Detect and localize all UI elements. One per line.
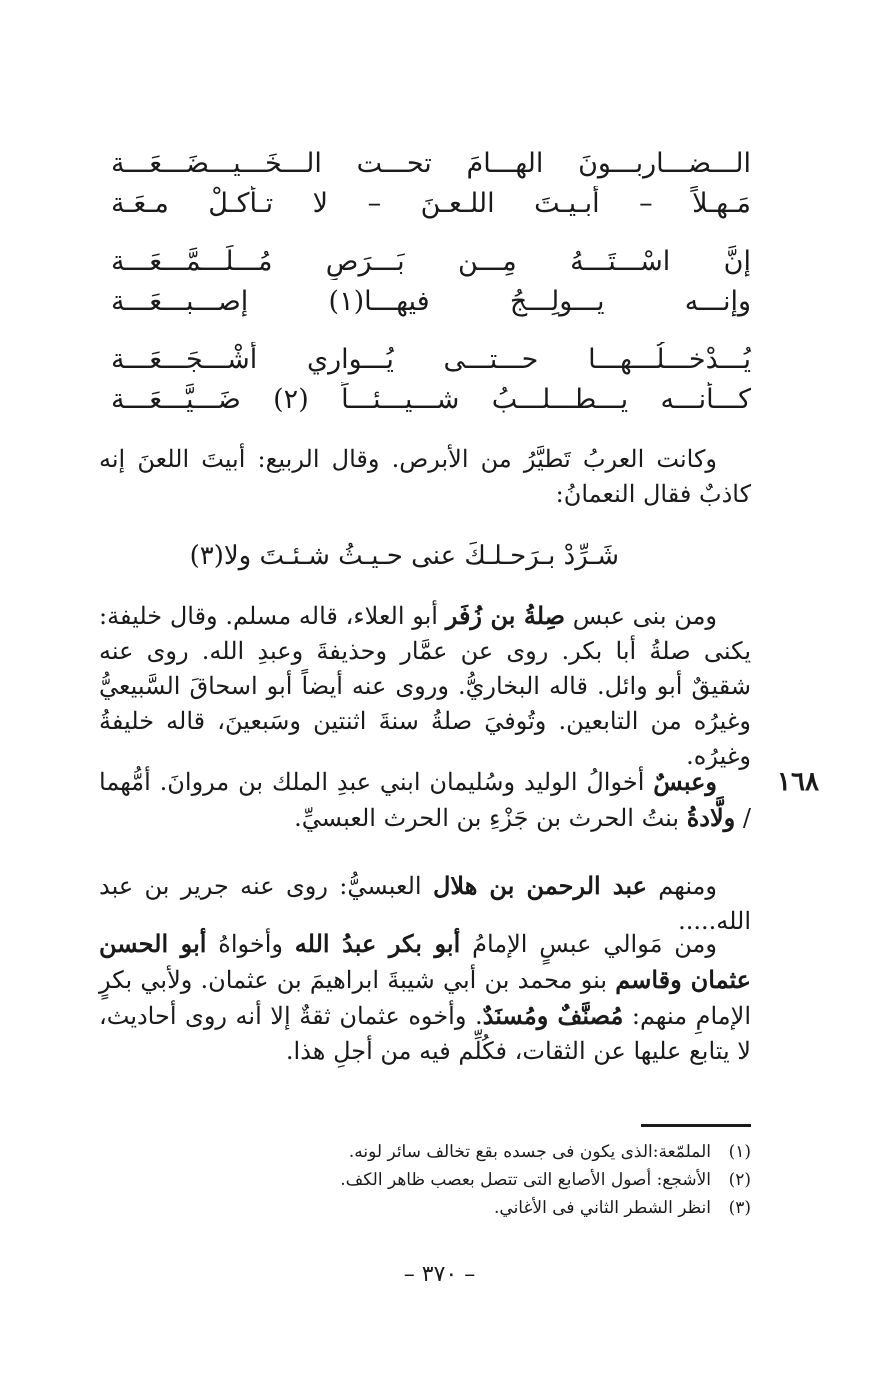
centered-verse: شَـرِّدْ بـرَحـلـكَ عنى حـيـثُ شـئـتَ ولا(٣) <box>189 541 619 571</box>
footnote-2 <box>151 1166 751 1194</box>
footnote-1 <box>151 1138 751 1166</box>
verse-line-3: إنَّ اسْـــتَـــهُ مِـــن بَـــرَصٍ مُـــلَـــمَّـــعَـــة <box>111 246 751 277</box>
paragraph-2-rest: أبو العلاء، قاله مسلم. وقال خليفة: يكنى صلةُ أبا بكر. روى عن عمَّار وحذيفةَ وعبدِ الله. روى عنه شقيقٌ أبو وائل. قاله البخاريُّ. وروى عنه أيضاً أبو اسحاقَ السَّبيعيُّ وغيرُه من التابعين. وتُوفيَ صلةُ سنةَ اثنتين وسَبعينَ، قاله خليفةُ وغيرُه. <box>99 602 751 770</box>
footnote-text: الأشجع: أصول الأصابع التى تتصل بعصب ظاهر الكف. <box>340 1170 711 1190</box>
paragraph-5-intro: ومن مَوالي عبسٍ الإمامُ <box>460 930 717 958</box>
paragraph-5-rest2: . وأخوه عثمان ثقةٌ إلا أنه روى أحاديث، لا يتابع عليها عن الثقات، فكُلِّم فيه من أجلِ هذا. <box>99 1002 751 1065</box>
paragraph-3-name2: ولَّادةُ <box>686 803 736 832</box>
page-number: – ٣٧٠ – <box>403 1262 476 1287</box>
paragraph-5-name: أبو بكر عبدُ الله <box>294 929 461 958</box>
paragraph-3-rest2: بنتُ الحرث بن جَزْءِ بن الحرث العبسيِّ. <box>294 804 687 832</box>
margin-number: ١٦٨ <box>777 767 819 797</box>
paragraph-2-name: صِلةُ بن زُفَر <box>445 601 566 630</box>
paragraph-5-rest: بنو محمد بن أبي شيبةَ ابراهيمَ بن عثمان. ولأبي بكرٍ الإمامِ منهم: <box>99 966 751 1030</box>
footnote-divider <box>641 1124 751 1127</box>
paragraph-5-name3: مُصنَّفٌ ومُسنَدٌ <box>482 1001 624 1030</box>
paragraph-5 <box>99 926 751 1069</box>
paragraph-4-intro: ومنهم <box>646 872 717 900</box>
footnote-number: (٢) <box>728 1170 751 1190</box>
verse-line-4: وإنـــه يـــولِـــجُ فيهـــا(١) إصـــبـــعَـــة <box>111 286 751 317</box>
paragraph-2-intro: ومن بنى عبس <box>565 602 718 630</box>
paragraph-3-rest1: أخوالُ الوليد وسُليمان ابني عبدِ الملك بن مروانَ. أمُّهما / <box>99 768 751 832</box>
footnote-text: الملمّعة:الذى يكون فى جسده بقع تخالف سائر لونه. <box>348 1142 711 1162</box>
paragraph-5-mid: وأخواهُ <box>206 930 295 958</box>
paragraph-4-rest: العبسيُّ: روى عنه جرير بن عبد الله..... <box>99 872 751 935</box>
paragraph-3 <box>99 764 751 836</box>
footnote-number: (١) <box>728 1142 751 1162</box>
footnote-text: انظر الشطر الثاني فى الأغاني. <box>494 1198 711 1218</box>
verse-line-2: مَـهـلاً – أبـيـتَ اللـعـنَ – لا تـأكـلْ مـعَـة <box>111 188 751 219</box>
footnote-number: (٣) <box>728 1198 751 1218</box>
paragraph-2 <box>99 598 751 774</box>
paragraph-4-name: عبد الرحمن بن هلال <box>432 871 647 900</box>
verse-line-1: الـــضـــاربـــونَ الهـــامَ تحـــت الـــخَـــيـــضَـــعَـــة <box>111 148 751 179</box>
paragraph-5-name2: أبو الحسن عثمان وقاسم <box>99 929 752 994</box>
verse-line-6: كـــأنـــه يـــطـــلـــبُ شـــيـــئـــاً (٢) ضَـــيَّـــعَـــة <box>111 384 751 415</box>
footnotes <box>151 1138 751 1222</box>
verse-line-5: يُـــدْخـــلُـــهـــا حـــتـــى يُـــواري أشْـــجَـــعَـــة <box>111 344 751 375</box>
paragraph-3-name: وعبسٌ <box>653 767 717 796</box>
paragraph-1: وكانت العربُ تَطيَّرُ من الأبرص. وقال الربيع: أبيتَ اللعنَ إنه كاذبٌ فقال النعمانُ: <box>99 445 751 508</box>
footnote-3 <box>151 1194 751 1222</box>
